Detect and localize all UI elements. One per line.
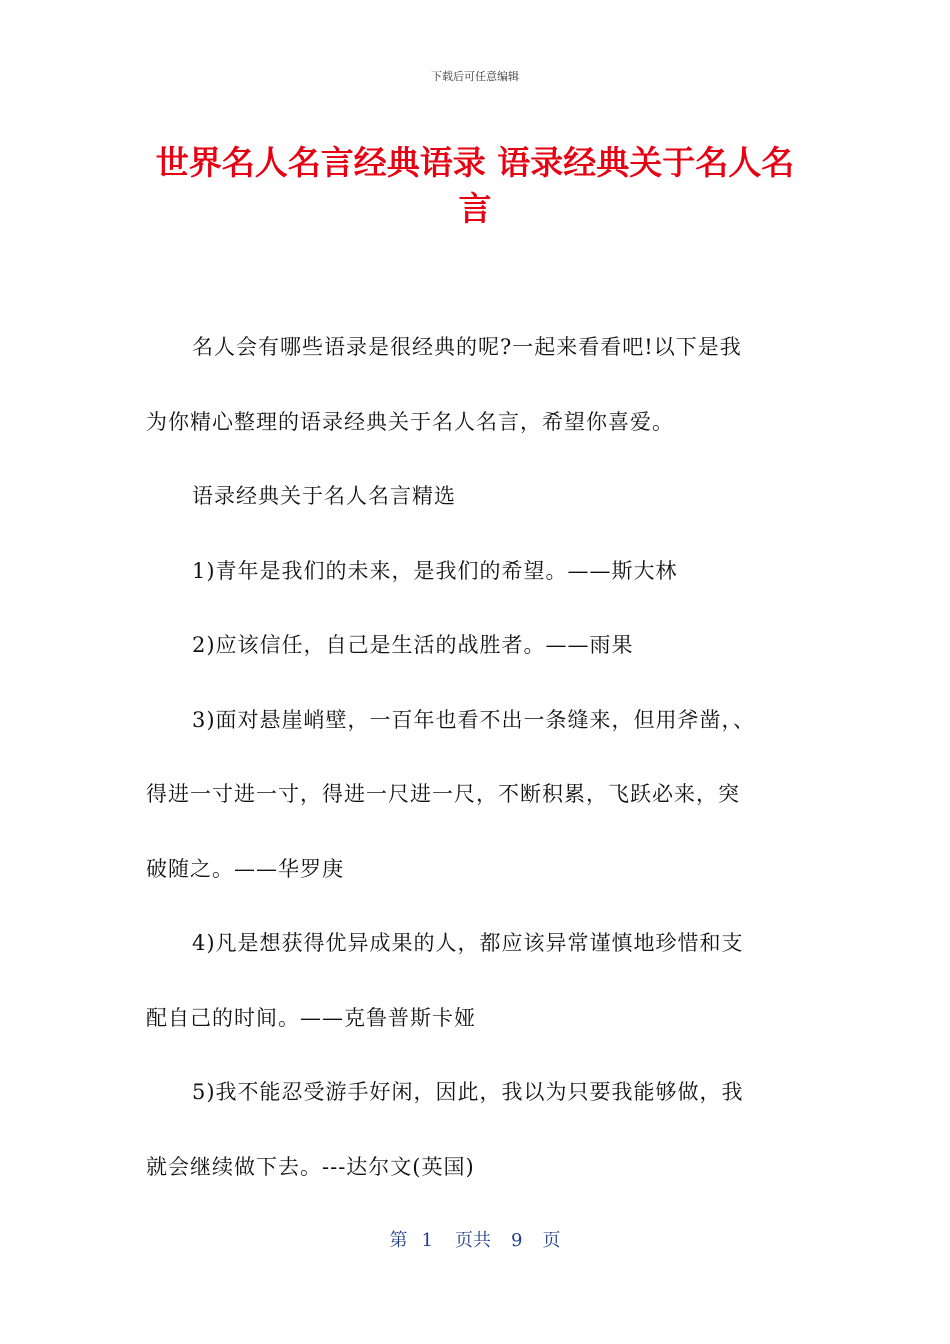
paragraph-line: 得进一寸进一寸，得进一尺进一尺，不断积累，飞跃必来，突 (146, 782, 740, 806)
paragraph-quote-4 (146, 906, 806, 1055)
footer-mid: 页共 (455, 1230, 491, 1251)
footer-page-number: 1 (421, 1230, 433, 1251)
document-body (146, 310, 806, 1204)
paragraph-quote-5 (146, 1055, 806, 1204)
footer-prefix: 第 (389, 1230, 408, 1251)
paragraph-line: 破随之。——华罗庚 (146, 856, 344, 881)
page-footer (0, 1226, 950, 1252)
paragraph-line: 4)凡是想获得优异成果的人，都应该异常谨慎地珍惜和支 (192, 931, 744, 955)
title-line-1: 世界名人名言经典语录 语录经典关于名人名 (155, 143, 795, 182)
paragraph-intro (146, 310, 806, 459)
paragraph-section-heading (146, 459, 806, 534)
paragraph-line: 3)面对悬崖峭壁，一百年也看不出一条缝来，但用斧凿，、 (192, 707, 756, 732)
footer-suffix: 页 (542, 1230, 561, 1251)
document-title (140, 140, 810, 232)
paragraph-line: 5)我不能忍受游手好闲，因此，我以为只要我能够做，我 (192, 1080, 744, 1104)
paragraph-line: 语录经典关于名人名言精选 (192, 484, 456, 508)
paragraph-line: 配自己的时间。——克鲁普斯卡娅 (146, 1005, 476, 1030)
paragraph-line: 就会继续做下去。---达尔文(英国) (146, 1154, 475, 1179)
paragraph-line: 1)青年是我们的未来，是我们的希望。——斯大林 (192, 558, 678, 583)
paragraph-line: 2)应该信任，自己是生活的战胜者。——雨果 (192, 633, 634, 657)
paragraph-quote-1 (146, 534, 806, 609)
footer-total-pages: 9 (511, 1230, 523, 1251)
paragraph-line: 名人会有哪些语录是很经典的呢?一起来看看吧!以下是我 (192, 335, 742, 359)
title-line-2: 言 (458, 189, 492, 228)
paragraph-quote-3 (146, 683, 806, 907)
page-header-note: 下载后可任意编辑 (431, 70, 519, 83)
paragraph-line: 为你精心整理的语录经典关于名人名言，希望你喜爱。 (146, 409, 674, 434)
paragraph-quote-2 (146, 608, 806, 683)
